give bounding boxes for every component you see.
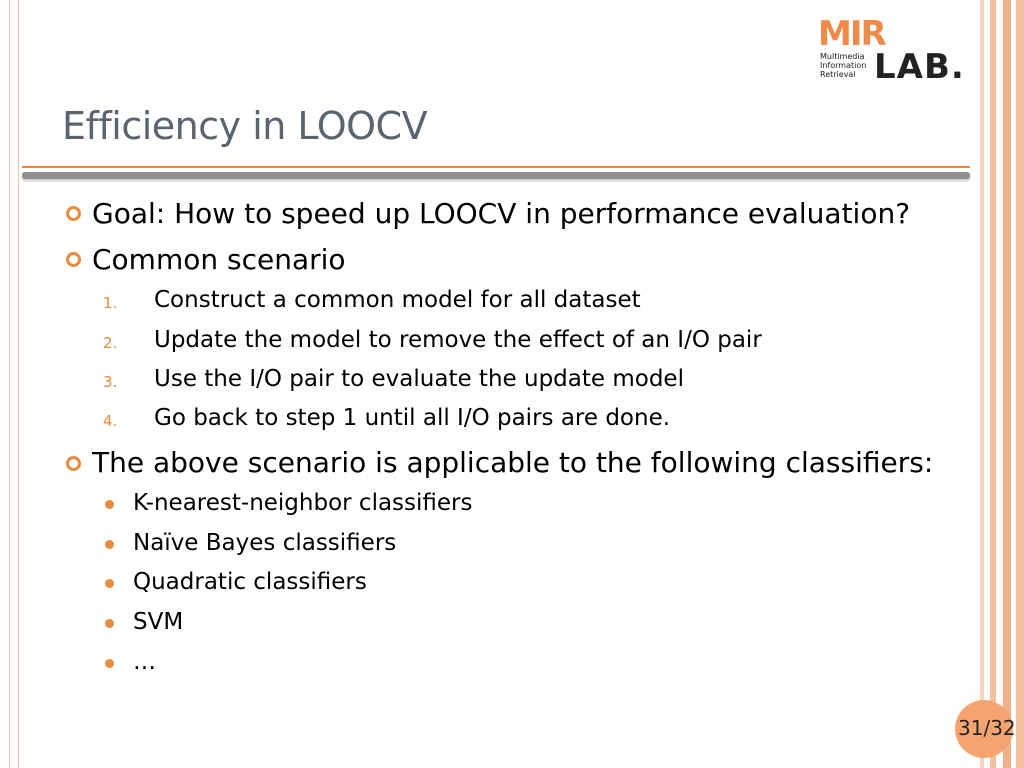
step-text: Go back to step 1 until all I/O pairs are done. (154, 405, 671, 431)
left-decor-line (18, 0, 19, 768)
step-number: 1. (103, 294, 118, 312)
bullet-scenario: Common scenario (92, 243, 346, 276)
bullet-dot-icon (105, 500, 114, 509)
logo-brand: MIR (818, 14, 885, 54)
bullet-applicable: The above scenario is applicable to the following classifiers: (92, 446, 934, 479)
bullet-ring-icon (66, 252, 81, 267)
page-number: 31/32 (958, 716, 1016, 740)
classifier-item: SVM (133, 609, 184, 635)
title-bar (22, 172, 970, 179)
classifier-item: … (133, 649, 156, 675)
classifier-item: Quadratic classifiers (133, 569, 367, 595)
step-number: 2. (103, 334, 118, 352)
title-rule (22, 166, 970, 168)
mirlab-logo (818, 14, 965, 87)
bullet-dot-icon (105, 659, 114, 668)
bullet-ring-icon (66, 456, 81, 471)
bullet-dot-icon (105, 540, 114, 549)
step-text: Update the model to remove the effect of an I/O pair (154, 327, 762, 353)
step-text: Construct a common model for all dataset (154, 287, 641, 313)
bullet-dot-icon (105, 619, 114, 628)
classifier-item: K-nearest-neighbor classifiers (133, 490, 473, 516)
step-number: 4. (103, 412, 118, 430)
bullet-dot-icon (105, 579, 114, 588)
right-decor-stripe (990, 0, 996, 768)
right-decor-stripe (1003, 0, 1011, 768)
classifier-item: Naïve Bayes classifiers (133, 530, 397, 556)
step-number: 3. (103, 373, 118, 391)
logo-subtitle: Multimedia Information Retrieval (820, 52, 867, 79)
slide-title: Efficiency in LOOCV (62, 104, 428, 148)
right-decor-stripe (980, 0, 984, 768)
left-decor-line (9, 0, 10, 768)
logo-lab: LAB. (874, 47, 965, 87)
bullet-goal: Goal: How to speed up LOOCV in performance evaluation? (92, 197, 911, 230)
bullet-ring-icon (66, 206, 81, 221)
right-decor-stripe (1016, 0, 1024, 768)
step-text: Use the I/O pair to evaluate the update model (154, 366, 684, 392)
